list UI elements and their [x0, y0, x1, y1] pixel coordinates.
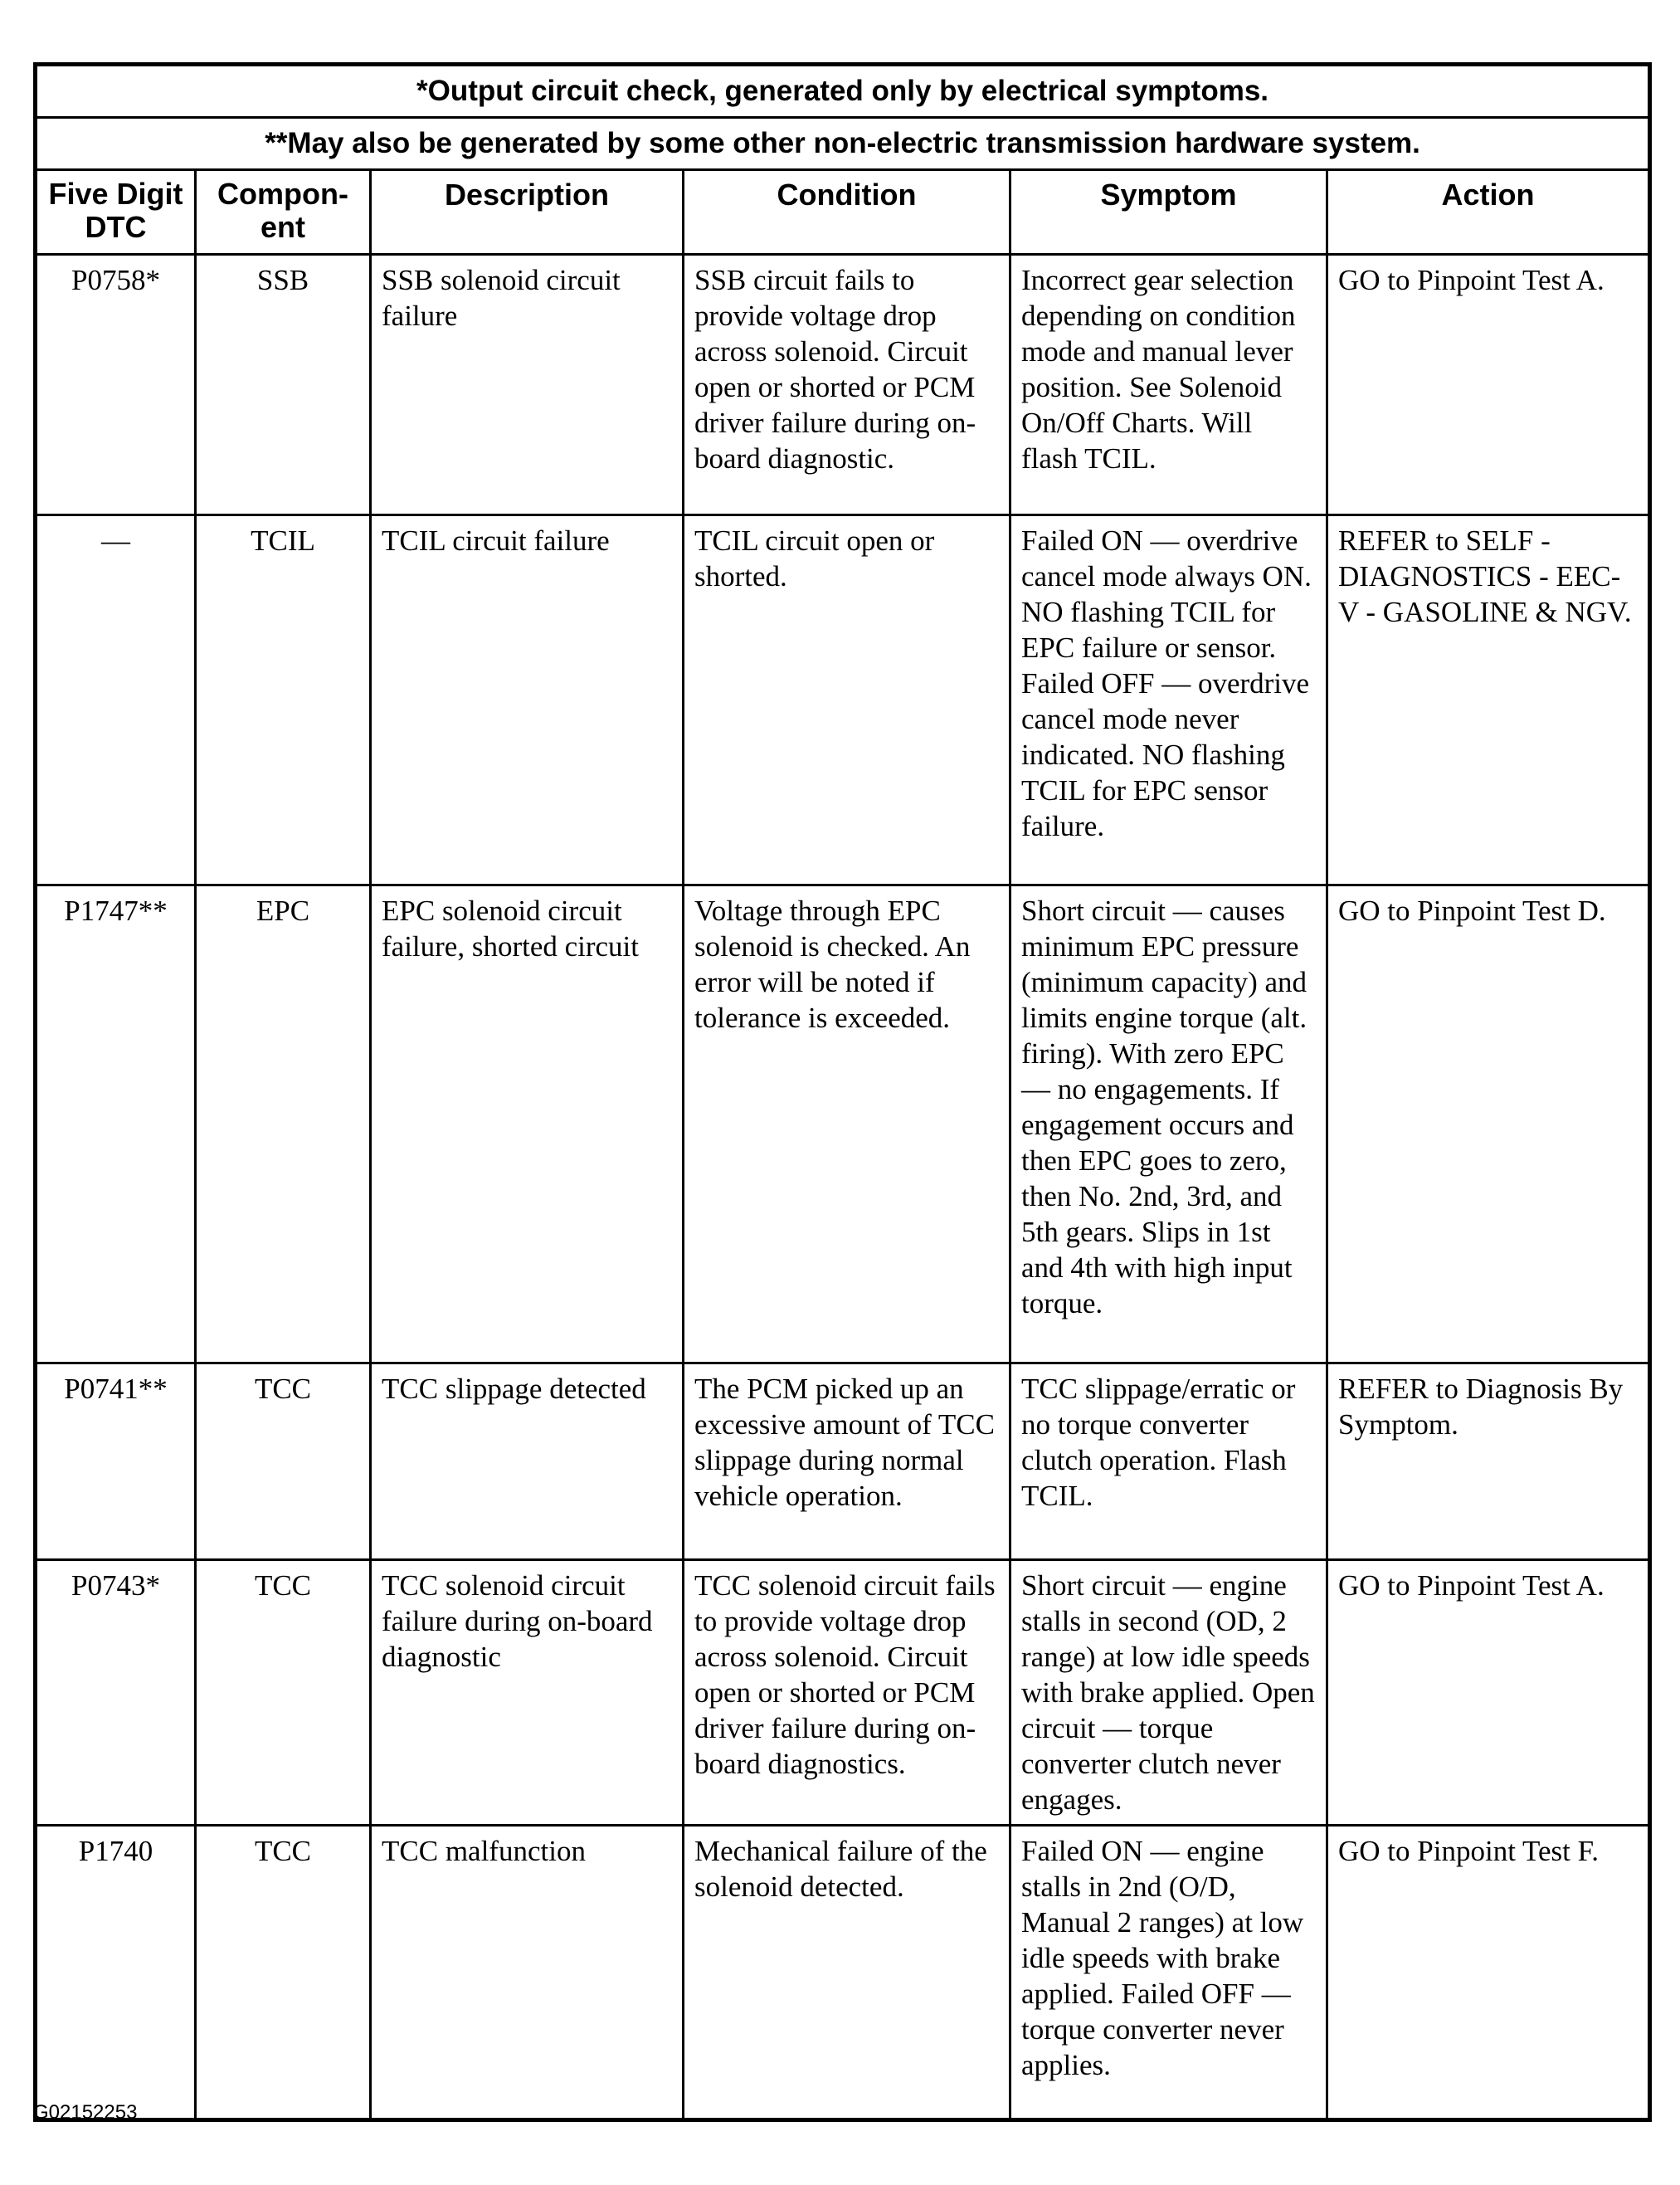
symptom: Short circuit — engine stalls in second (OD, 2 range) at low idle speeds with brake applied. Open circuit — torque converter clutch never engages. [1010, 1560, 1327, 1826]
description: EPC solenoid circuit failure, shorted circuit [371, 885, 684, 1363]
component: EPC [196, 885, 371, 1363]
table-row [36, 885, 1650, 1363]
symptom: Failed ON — overdrive cancel mode always ON. NO flashing TCIL for EPC failure or sensor. Failed OFF — overdrive cancel mode never indicated. NO flashing TCIL for EPC sensor failure. [1010, 515, 1327, 885]
dtc-code: P0758* [36, 255, 196, 515]
dtc-code: P1747** [36, 885, 196, 1363]
component: TCC [196, 1826, 371, 2120]
action: GO to Pinpoint Test F. [1327, 1826, 1650, 2120]
description: TCIL circuit failure [371, 515, 684, 885]
description: SSB solenoid circuit failure [371, 255, 684, 515]
action: GO to Pinpoint Test A. [1327, 1560, 1650, 1826]
action: REFER to Diagnosis By Symptom. [1327, 1363, 1650, 1560]
symptom: TCC slippage/erratic or no torque converter clutch operation. Flash TCIL. [1010, 1363, 1327, 1560]
description: TCC slippage detected [371, 1363, 684, 1560]
symptom: Short circuit — causes minimum EPC pressure (minimum capacity) and limits engine torque (alt. firing). With zero EPC — no engagements. If engagement occurs and then EPC goes to zero, then No. 2nd, 3rd, and 5th gears. Slips in 1st and 4th with high input torque. [1010, 885, 1327, 1363]
symptom: Incorrect gear selection depending on condition mode and manual lever position. See Solenoid On/Off Charts. Will flash TCIL. [1010, 255, 1327, 515]
condition: The PCM picked up an excessive amount of TCC slippage during normal vehicle operation. [684, 1363, 1010, 1560]
dtc-code: P1740 [36, 1826, 196, 2120]
description: TCC solenoid circuit failure during on-board diagnostic [371, 1560, 684, 1826]
header-dtc-label: Five Digit DTC [48, 177, 183, 244]
table-row [36, 515, 1650, 885]
condition: SSB circuit fails to provide voltage drop across solenoid. Circuit open or shorted or PCM driver failure during on-board diagnostic. [684, 255, 1010, 515]
header-five-digit-dtc [36, 170, 196, 255]
component: TCC [196, 1560, 371, 1826]
header-symptom: Symptom [1010, 170, 1327, 255]
footnote-double-asterisk: **May also be generated by some other non-electric transmission hardware system. [36, 118, 1650, 170]
dtc-code: P0741** [36, 1363, 196, 1560]
symptom: Failed ON — engine stalls in 2nd (O/D, Manual 2 ranges) at low idle speeds with brake applied. Failed OFF — torque converter never applies. [1010, 1826, 1327, 2120]
condition: TCIL circuit open or shorted. [684, 515, 1010, 885]
header-row [36, 170, 1650, 255]
dtc-table-container [33, 62, 1648, 2122]
footnote-row-single-asterisk [36, 65, 1650, 118]
header-description: Description [371, 170, 684, 255]
action: GO to Pinpoint Test D. [1327, 885, 1650, 1363]
table-row [36, 1826, 1650, 2120]
component: TCC [196, 1363, 371, 1560]
table-row [36, 255, 1650, 515]
condition: Voltage through EPC solenoid is checked. An error will be noted if tolerance is exceeded. [684, 885, 1010, 1363]
footnote-row-double-asterisk [36, 118, 1650, 170]
component: SSB [196, 255, 371, 515]
condition: Mechanical failure of the solenoid detected. [684, 1826, 1010, 2120]
table-row [36, 1560, 1650, 1826]
dtc-code: P0743* [36, 1560, 196, 1826]
header-component [196, 170, 371, 255]
dtc-table [33, 62, 1652, 2122]
figure-id: G02152253 [33, 2101, 138, 2124]
header-condition: Condition [684, 170, 1010, 255]
action: GO to Pinpoint Test A. [1327, 255, 1650, 515]
description: TCC malfunction [371, 1826, 684, 2120]
table-row [36, 1363, 1650, 1560]
dtc-code: — [36, 515, 196, 885]
condition: TCC solenoid circuit fails to provide voltage drop across solenoid. Circuit open or shorted or PCM driver failure during on-board diagnostics. [684, 1560, 1010, 1826]
footnote-single-asterisk: *Output circuit check, generated only by electrical symptoms. [36, 65, 1650, 118]
component: TCIL [196, 515, 371, 885]
header-component-label: Compon- ent [217, 177, 348, 244]
header-action: Action [1327, 170, 1650, 255]
action: REFER to SELF - DIAGNOSTICS - EEC-V - GASOLINE & NGV. [1327, 515, 1650, 885]
